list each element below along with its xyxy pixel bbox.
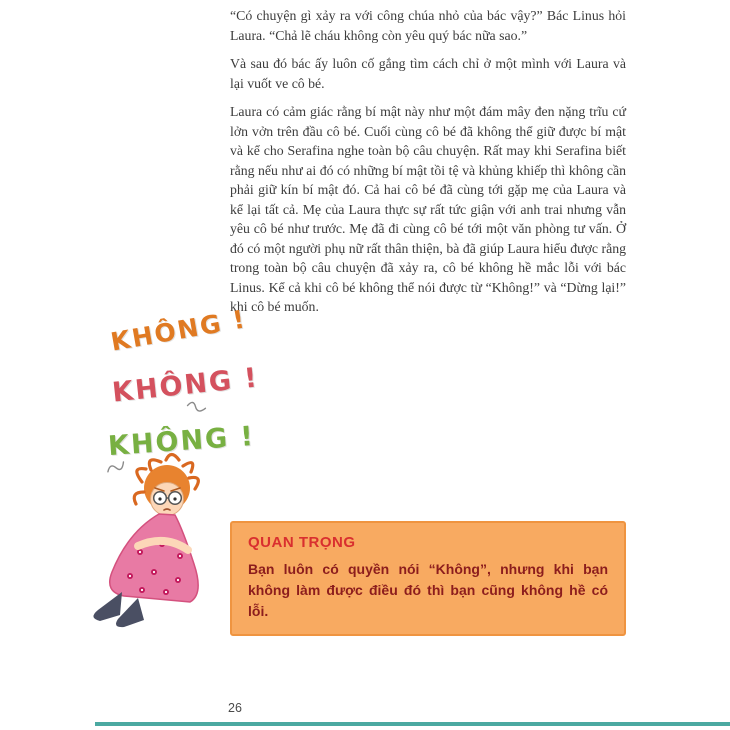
body-text-column xyxy=(230,6,626,326)
khong-exclamation-3: KHÔNG ! xyxy=(107,420,256,463)
girl-illustration xyxy=(70,452,242,630)
page-number: 26 xyxy=(228,701,242,715)
khong-exclamation-2: KHÔNG ! xyxy=(110,362,261,409)
callout-title: QUAN TRỌNG xyxy=(248,534,356,551)
callout-body: Bạn luôn có quyền nói “Không”, nhưng khi bạn không làm được điều đó thì bạn cũng không hề có lỗi. xyxy=(248,561,608,619)
girl-dress xyxy=(110,514,198,602)
body-paragraph: “Có chuyện gì xảy ra với công chúa nhỏ của bác vậy?” Bác Linus hỏi Laura. “Chả lẽ cháu không còn yêu quý bác nữa sao.” xyxy=(230,8,626,43)
important-callout-box xyxy=(230,521,626,636)
body-paragraph: Và sau đó bác ấy luôn cố gắng tìm cách chỉ ở một mình với Laura và lại vuốt ve cô bé. xyxy=(230,56,626,91)
girl-boot-left xyxy=(93,592,122,621)
khong-exclamation-1: KHÔNG ! xyxy=(108,304,249,357)
bottom-rule-divider xyxy=(95,722,730,726)
body-paragraph: Laura có cảm giác rằng bí mật này như một đám mây đen nặng trĩu cứ lởn vởn trên đầu cô bé. Cuối cùng cô bé đã không thể giữ được bí mật và kể cho Serafina nghe toàn bộ câu chuyện. Rất may khi Serafina biết rằng nếu như ai đó có những bí mật tồi tệ và khủng khiếp thì không cần phải giữ kín bí mật đó. Cả hai cô bé đã cùng tới gặp mẹ của Laura và kể lại tất cả. Mẹ của Laura thực sự rất tức giận với anh trai nhưng vẫn yêu cô bé như trước. Mẹ đã đi cùng cô bé tới một văn phòng tư vấn. Ở đó có một người phụ nữ rất thân thiện, bà đã giúp Laura hiểu được rằng trong toàn bộ câu chuyện đã xảy ra, cô bé không hề mắc lỗi với bác Linus. Kể cả khi cô bé không thể nói được từ “Không!” và “Dừng lại!” khi cô bé muốn. xyxy=(230,104,626,314)
